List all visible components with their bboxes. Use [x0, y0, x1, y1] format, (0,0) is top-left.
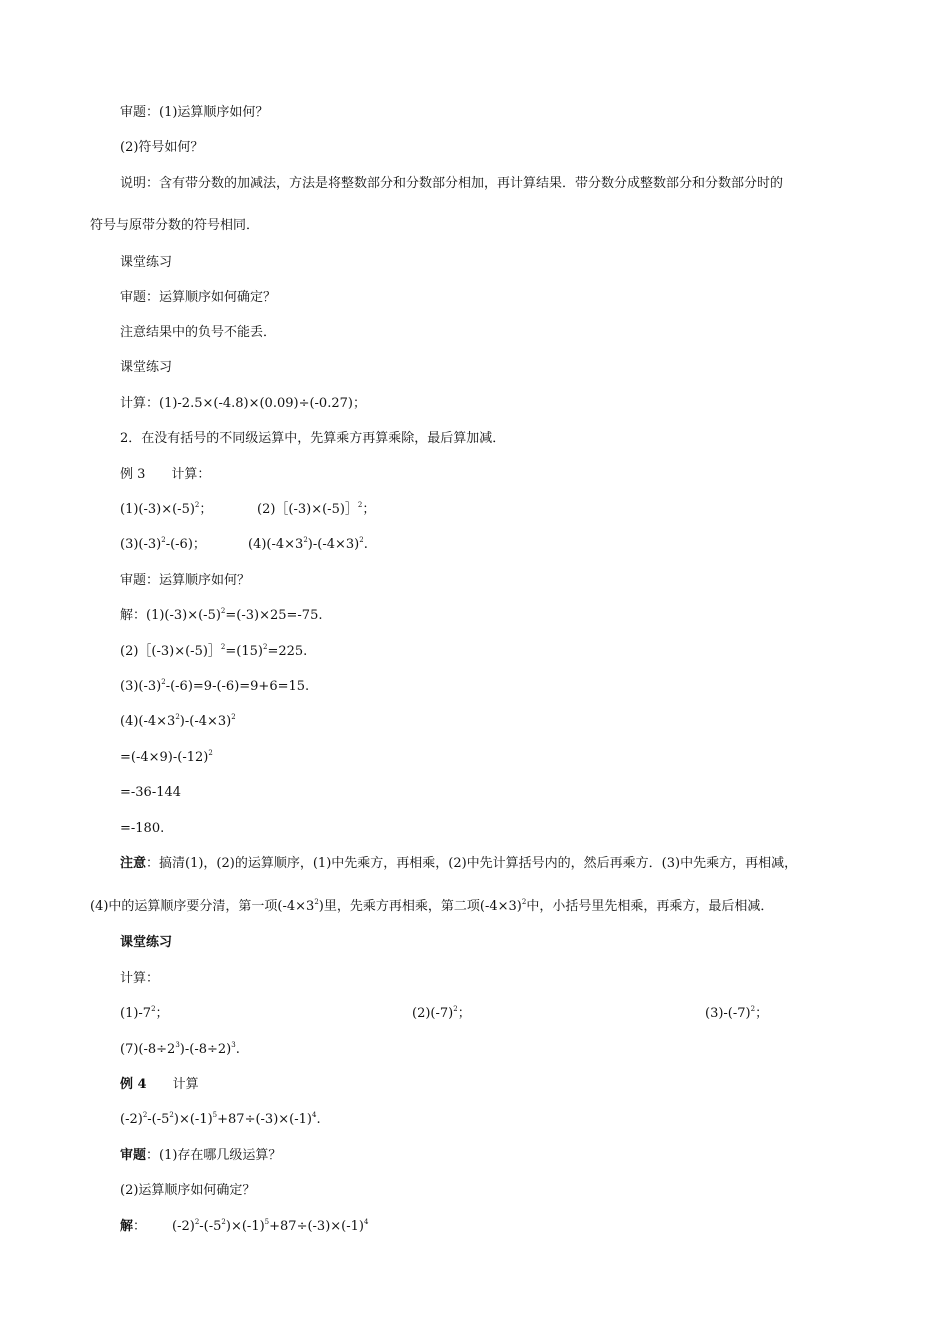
- explanation-line-2: 符号与原带分数的符号相同．: [90, 218, 260, 233]
- exercise-compute-1: 计算：(1)-2.5×(-4.8)×(0.09)÷(-0.27)；: [120, 396, 366, 411]
- example-3-item-1: $(1)(-3)\times(-5)^2$；: [120, 501, 213, 517]
- solution-step-2: $(2)[(-3)\times(-5)]^2=(15)^2=225$.: [120, 643, 308, 659]
- note-negative-sign: 注意结果中的负号不能丢．: [120, 325, 277, 340]
- explanation-line-1: 说明：含有带分数的加减法，方法是将整数部分和分数部分相加，再计算结果．带分数分成整数部分和分数部分时的: [120, 176, 784, 191]
- example-3-item-2: (2)［(-3)×(-5)］$^2$；: [257, 501, 376, 517]
- review-question-2: (2)符号如何？: [120, 140, 204, 155]
- practice-item-2: $(2)(-7)^2$；: [412, 1005, 471, 1021]
- rule-statement-2: 2．在没有括号的不同级运算中，先算乘方再算乘除，最后算加减．: [120, 431, 506, 446]
- example-4-expression: $(-2)^2-(-5^2)\times(-1)^5+87\div(-3)\times(-1)^4$.: [120, 1111, 321, 1127]
- practice-item-1: $(1)-7^2$；: [120, 1005, 169, 1021]
- solution-step-1: 解：$(1)(-3)\times(-5)^2=(-3)\times 25=-75$.: [120, 607, 323, 623]
- note-paragraph-line-1: 注意：搞清(1)，(2)的运算顺序，(1)中先乘方，再相乘，(2)中先计算括号内的，然后再乘方．(3)中先乘方，再相减，: [120, 856, 798, 871]
- section-heading-practice-2: 课堂练习: [120, 360, 173, 375]
- section-heading-practice-3: 课堂练习: [120, 935, 173, 950]
- solution-step-4d: =-180.: [120, 821, 165, 836]
- solution-step-3: $(3)(-3)^2-(-6)=9-(-6)=9+6=15$.: [120, 678, 310, 694]
- practice-item-7: $(7)(-8\div 2^3)-(-8\div 2)^3$.: [120, 1041, 240, 1057]
- solution-step-4c: =-36-144: [120, 785, 182, 800]
- review-question-4: 审题：运算顺序如何？: [120, 573, 251, 588]
- review-question-5: 审题：(1)存在哪几级运算？: [120, 1148, 282, 1163]
- example-3-item-3: $(3)(-3)^2-(-6)$；: [120, 536, 206, 552]
- example-4-heading: 例 4 计算: [120, 1077, 199, 1092]
- review-question-6: (2)运算顺序如何确定？: [120, 1183, 256, 1198]
- solution-step-4: $(4)(-4\times 3^2)-(-4\times 3)^2$: [120, 713, 236, 729]
- practice-item-3: $(3)-(-7)^2$；: [705, 1005, 769, 1021]
- review-question-3: 审题：运算顺序如何确定？: [120, 290, 277, 305]
- note-paragraph-line-2: (4)中的运算顺序要分清，第一项$(-4\times 3^2)$里，先乘方再相乘，第二项$(-4\times 3)^2$中，小括号里先相乘，再乘方，最后相减．: [90, 898, 774, 914]
- section-heading-practice-1: 课堂练习: [120, 255, 173, 270]
- solution-label: 解：: [120, 1219, 147, 1234]
- example-3-heading: 例 3 计算：: [120, 467, 211, 482]
- solution-step-4b: $=(-4\times 9)-(-12)^2$: [120, 749, 213, 765]
- compute-prompt: 计算：: [120, 971, 160, 986]
- solution-expression: $(-2)^2-(-5^2)\times(-1)^5+87\div(-3)\times(-1)^4$: [172, 1218, 369, 1234]
- review-question-1: 审题：(1)运算顺序如何？: [120, 105, 269, 120]
- example-3-item-4: $(4)(-4\times 3^2)-(-4\times 3)^2$.: [248, 536, 368, 552]
